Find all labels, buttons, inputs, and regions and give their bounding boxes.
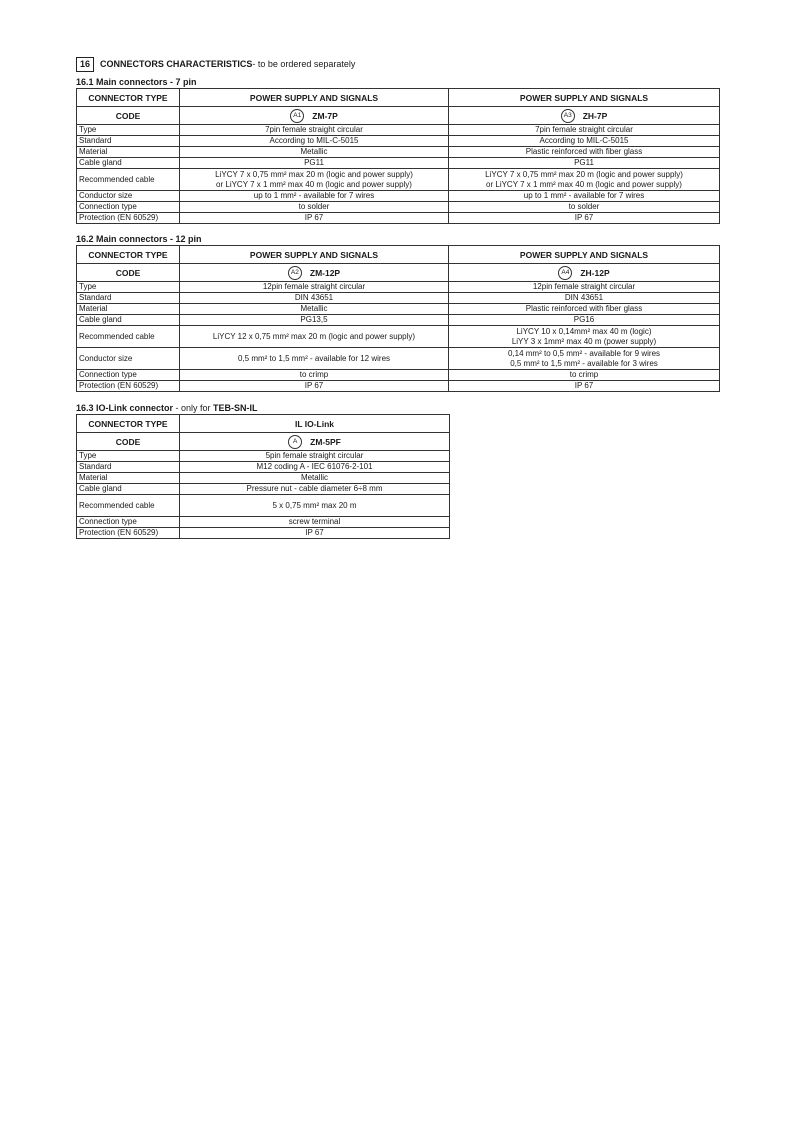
table-row xyxy=(77,348,720,370)
row-value xyxy=(449,315,720,326)
table-header-row xyxy=(77,246,720,264)
row-label: Conductor size xyxy=(77,348,180,370)
row-value xyxy=(180,451,450,462)
value-line: LiYCY 7 x 0,75 mm² max 20 m (logic and power supply) xyxy=(485,169,683,179)
row-value xyxy=(449,293,720,304)
code-value: ZM-12P xyxy=(309,267,341,278)
row-value xyxy=(180,473,450,484)
code-row xyxy=(77,433,450,451)
code-value: ZH-12P xyxy=(580,267,610,278)
row-label: Cable gland xyxy=(77,484,180,495)
row-value xyxy=(180,202,449,213)
table-row xyxy=(77,451,450,462)
code-value: ZM-7P xyxy=(312,110,338,121)
value-line: LiYCY 10 x 0,14mm² max 40 m (logic) xyxy=(516,326,652,336)
row-label: Material xyxy=(77,147,180,158)
row-value xyxy=(180,315,449,326)
row-value xyxy=(180,348,449,370)
value-line: screw terminal xyxy=(288,517,341,526)
row-value xyxy=(180,282,449,293)
value-line: Plastic reinforced with fiber glass xyxy=(525,147,643,156)
row-value xyxy=(449,282,720,293)
code-label: CODE xyxy=(77,264,180,282)
code-row xyxy=(77,107,720,125)
code-label: CODE xyxy=(77,107,180,125)
row-label: Standard xyxy=(77,136,180,147)
code-cell xyxy=(180,107,449,125)
row-label: Connection type xyxy=(77,202,180,213)
value-line: 0,14 mm² to 0,5 mm² - available for 9 wires xyxy=(507,348,661,358)
value-line: to solder xyxy=(568,202,600,211)
row-value xyxy=(449,147,720,158)
row-value xyxy=(449,136,720,147)
row-label: Connection type xyxy=(77,517,180,528)
row-label: Standard xyxy=(77,462,180,473)
row-value xyxy=(449,125,720,136)
row-value xyxy=(180,326,449,348)
subsection-title-12pin: 16.2 Main connectors - 12 pin xyxy=(76,234,202,244)
row-value xyxy=(180,169,449,191)
value-line: up to 1 mm² - available for 7 wires xyxy=(253,191,375,200)
row-value xyxy=(449,381,720,392)
value-line: 5 x 0,75 mm² max 20 m xyxy=(272,500,357,510)
row-label: Protection (EN 60529) xyxy=(77,528,180,539)
row-label: Protection (EN 60529) xyxy=(77,381,180,392)
value-line: 7pin female straight circular xyxy=(535,125,633,134)
column-header: POWER SUPPLY AND SIGNALS xyxy=(180,89,449,107)
value-line: PG11 xyxy=(574,158,594,167)
connectors-12pin-table xyxy=(76,245,720,392)
column-header: POWER SUPPLY AND SIGNALS xyxy=(449,246,720,264)
value-line: PG11 xyxy=(304,158,324,167)
value-line: 7pin female straight circular xyxy=(265,125,363,134)
table-row xyxy=(77,315,720,326)
row-label: Conductor size xyxy=(77,191,180,202)
table-row xyxy=(77,125,720,136)
row-value xyxy=(449,202,720,213)
row-label: Type xyxy=(77,282,180,293)
table-row xyxy=(77,213,720,224)
code-badge-icon: A3 xyxy=(561,109,575,123)
code-cell xyxy=(180,264,449,282)
row-label: Recommended cable xyxy=(77,326,180,348)
value-line: Metallic xyxy=(300,147,328,156)
section-header xyxy=(76,56,720,72)
table-row xyxy=(77,495,450,517)
connector-type-header: CONNECTOR TYPE xyxy=(77,89,180,107)
row-value xyxy=(449,158,720,169)
code-cell xyxy=(180,433,450,451)
row-value xyxy=(180,158,449,169)
value-line: IP 67 xyxy=(304,381,324,390)
value-line: PG16 xyxy=(573,315,595,324)
value-line: 0,5 mm² to 1,5 mm² - available for 12 wires xyxy=(237,353,391,363)
row-label: Recommended cable xyxy=(77,169,180,191)
code-cell xyxy=(449,107,720,125)
table-row xyxy=(77,136,720,147)
value-line: IP 67 xyxy=(574,381,594,390)
row-label: Material xyxy=(77,304,180,315)
table-row xyxy=(77,282,720,293)
row-label: Recommended cable xyxy=(77,495,180,517)
value-line: DIN 43651 xyxy=(564,293,604,302)
row-label: Connection type xyxy=(77,370,180,381)
table-row xyxy=(77,517,450,528)
value-line: to solder xyxy=(298,202,330,211)
value-line: IP 67 xyxy=(304,213,324,222)
section-note: - to be ordered separately xyxy=(252,59,356,69)
table-row xyxy=(77,484,450,495)
row-value xyxy=(180,370,449,381)
table-row xyxy=(77,169,720,191)
connector-type-header: CONNECTOR TYPE xyxy=(77,246,180,264)
table-row xyxy=(77,304,720,315)
code-row xyxy=(77,264,720,282)
code-badge-icon: A2 xyxy=(288,266,302,280)
row-value xyxy=(449,191,720,202)
row-value xyxy=(180,517,450,528)
row-label: Cable gland xyxy=(77,158,180,169)
code-badge-icon: A4 xyxy=(558,266,572,280)
code-badge-icon: A1 xyxy=(290,109,304,123)
connector-type-header: CONNECTOR TYPE xyxy=(77,415,180,433)
column-header: IL IO-Link xyxy=(180,415,450,433)
code-value: ZH-7P xyxy=(582,110,608,121)
row-value xyxy=(180,484,450,495)
row-label: Type xyxy=(77,125,180,136)
code-cell xyxy=(449,264,720,282)
value-line: Metallic xyxy=(300,473,329,482)
connectors-7pin-table xyxy=(76,88,720,224)
connectors-iolink-table xyxy=(76,414,450,539)
row-value xyxy=(180,495,450,517)
row-value xyxy=(180,528,450,539)
value-line: IP 67 xyxy=(305,528,324,537)
subsection-note: - only for xyxy=(173,403,214,413)
table-header-row xyxy=(77,415,450,433)
table-row xyxy=(77,326,720,348)
column-header: POWER SUPPLY AND SIGNALS xyxy=(449,89,720,107)
subsection-title-iolink xyxy=(76,402,720,414)
table-row xyxy=(77,293,720,304)
row-label: Material xyxy=(77,473,180,484)
value-line: 12pin female straight circular xyxy=(532,282,636,291)
value-line: IP 67 xyxy=(574,213,594,222)
row-value xyxy=(180,125,449,136)
code-value: ZM-5PF xyxy=(310,436,341,447)
row-value xyxy=(180,136,449,147)
value-line: up to 1 mm² - available for 7 wires xyxy=(523,191,645,200)
table-row xyxy=(77,528,450,539)
row-label: Standard xyxy=(77,293,180,304)
subsection-target-model: TEB-SN-IL xyxy=(213,403,258,413)
section-title: CONNECTORS CHARACTERISTICS xyxy=(100,59,253,69)
row-value xyxy=(180,213,449,224)
subsection-title-7pin: 16.1 Main connectors - 7 pin xyxy=(76,77,197,87)
value-line: M12 coding A - IEC 61076-2-101 xyxy=(256,462,373,471)
value-line: 0,5 mm² to 1,5 mm² - available for 3 wires xyxy=(510,358,658,368)
value-line: to crimp xyxy=(569,370,599,379)
value-line: Metallic xyxy=(300,304,328,313)
row-value xyxy=(180,147,449,158)
table-row xyxy=(77,462,450,473)
value-line: to crimp xyxy=(299,370,329,379)
value-line: Pressure nut - cable diameter 6÷8 mm xyxy=(246,484,383,493)
section-number: 16 xyxy=(76,57,94,72)
value-line: Plastic reinforced with fiber glass xyxy=(525,304,643,313)
table-row xyxy=(77,158,720,169)
value-line: or LiYCY 7 x 1 mm² max 40 m (logic and power supply) xyxy=(486,179,682,189)
code-label: CODE xyxy=(77,433,180,451)
row-value xyxy=(449,326,720,348)
value-line: LiYCY 12 x 0,75 mm² max 20 m (logic and power supply) xyxy=(212,331,416,341)
table-row xyxy=(77,473,450,484)
value-line: According to MIL-C-5015 xyxy=(269,136,359,145)
column-header: POWER SUPPLY AND SIGNALS xyxy=(180,246,449,264)
row-value xyxy=(180,293,449,304)
row-label: Type xyxy=(77,451,180,462)
value-line: DIN 43651 xyxy=(294,293,334,302)
row-value xyxy=(449,348,720,370)
table-header-row xyxy=(77,89,720,107)
value-line: According to MIL-C-5015 xyxy=(539,136,629,145)
code-badge-icon: A xyxy=(288,435,302,449)
table-row xyxy=(77,191,720,202)
table-row xyxy=(77,381,720,392)
row-label: Cable gland xyxy=(77,315,180,326)
table-row xyxy=(77,370,720,381)
row-value xyxy=(180,304,449,315)
value-line: LiYCY 7 x 0,75 mm² max 20 m (logic and power supply) xyxy=(215,169,413,179)
row-value xyxy=(449,213,720,224)
value-line: 12pin female straight circular xyxy=(262,282,366,291)
row-label: Protection (EN 60529) xyxy=(77,213,180,224)
row-value xyxy=(449,370,720,381)
row-value xyxy=(449,304,720,315)
document-page xyxy=(76,56,720,539)
table-row xyxy=(77,202,720,213)
row-value xyxy=(180,191,449,202)
value-line: LiYY 3 x 1mm² max 40 m (power supply) xyxy=(511,336,657,346)
subsection-title-iolink-text: 16.3 IO-Link connector xyxy=(76,403,174,413)
value-line: PG13,5 xyxy=(300,315,328,324)
value-line: or LiYCY 7 x 1 mm² max 40 m (logic and power supply) xyxy=(216,179,412,189)
row-value xyxy=(449,169,720,191)
table-row xyxy=(77,147,720,158)
value-line: 5pin female straight circular xyxy=(265,451,364,460)
row-value xyxy=(180,462,450,473)
row-value xyxy=(180,381,449,392)
